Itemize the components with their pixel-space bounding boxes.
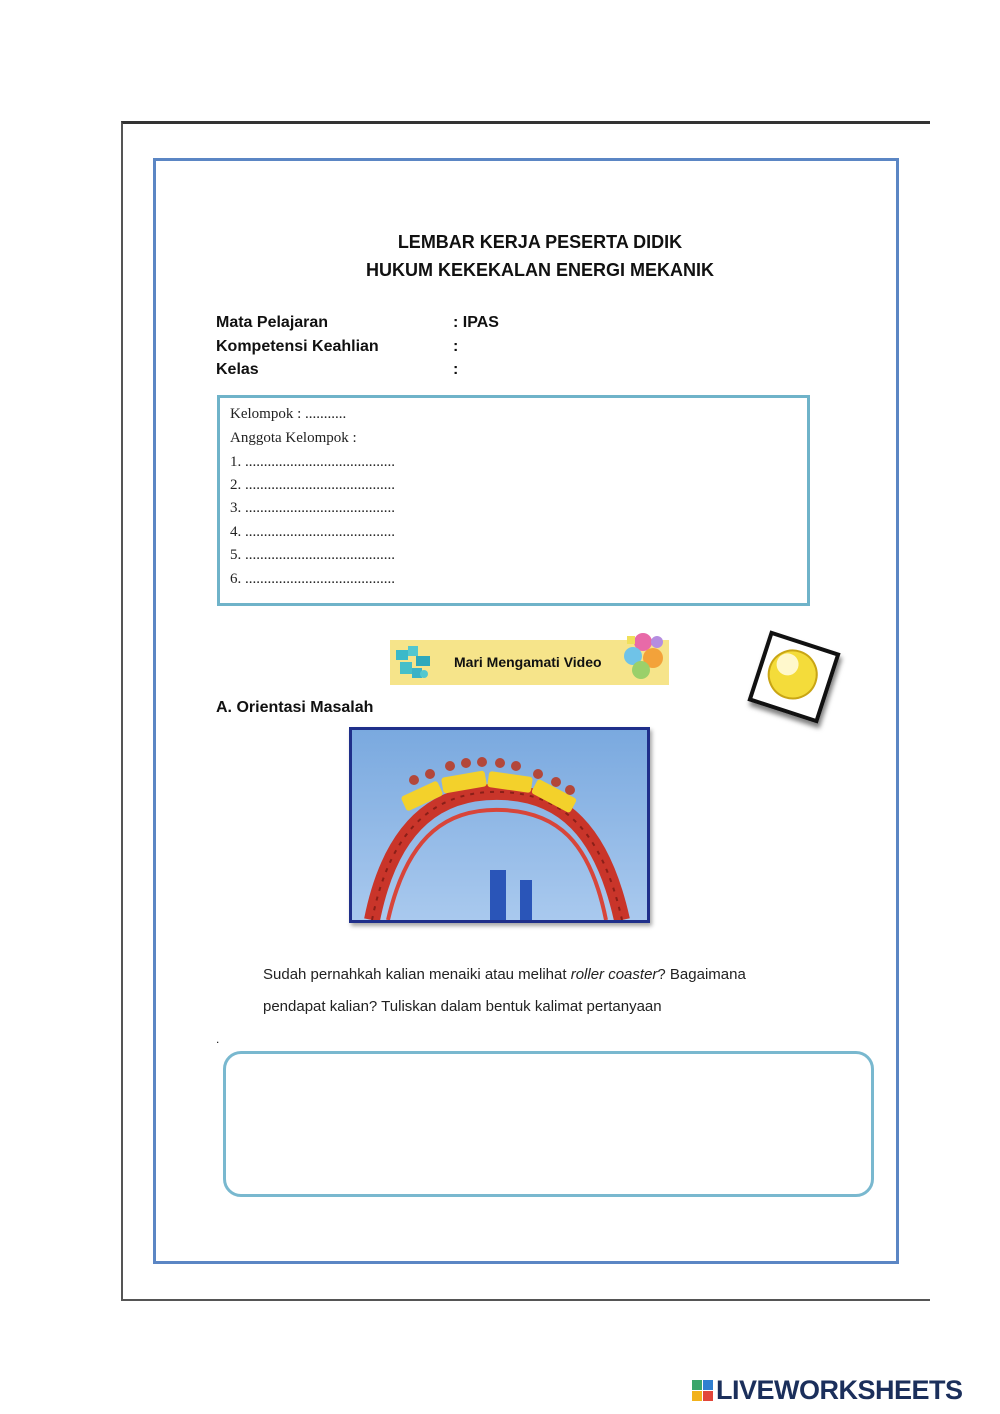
- roller-coaster-photo: [349, 727, 650, 923]
- banner-text: Mari Mengamati Video: [454, 654, 602, 670]
- group-members-label: Anggota Kelompok :: [230, 430, 357, 446]
- member-line: 6. ........................................: [230, 571, 395, 587]
- section-title: A. Orientasi Masalah: [216, 699, 374, 716]
- member-line: 4. ........................................: [230, 524, 395, 540]
- question-text: Sudah pernahkah kalian menaiki atau melihat: [263, 966, 571, 983]
- question-line-1: [263, 966, 746, 983]
- member-line: 3. ........................................: [230, 500, 395, 516]
- question-text: ? Bagaimana: [657, 966, 746, 983]
- worksheet-subtitle: HUKUM KEKEKALAN ENERGI MEKANIK: [365, 260, 714, 280]
- member-line: 1. ........................................: [230, 454, 395, 470]
- info-label: Kompetensi Keahlian: [216, 338, 379, 355]
- logo-text: LIVEWORKSHEETS: [716, 1375, 963, 1405]
- group-box: [217, 395, 810, 606]
- roller-coaster-illustration: [352, 730, 647, 920]
- info-label: Kelas: [216, 361, 259, 378]
- question-line-2: pendapat kalian? Tuliskan dalam bentuk kalimat pertanyaan: [263, 998, 662, 1015]
- member-line: 5. ........................................: [230, 547, 395, 563]
- puzzle-decoration-icon: [394, 644, 434, 682]
- logo-grid-icon: [692, 1380, 714, 1402]
- info-value: :: [453, 338, 459, 355]
- info-value: :: [453, 361, 459, 378]
- member-line: 2. ........................................: [230, 477, 395, 493]
- stray-dot: .: [216, 1032, 220, 1046]
- video-banner: [390, 640, 669, 685]
- info-value: : IPAS: [453, 314, 499, 331]
- info-label: Mata Pelajaran: [216, 314, 329, 331]
- worksheet-title: LEMBAR KERJA PESERTA DIDIK: [397, 232, 683, 252]
- badge-emblem: [761, 643, 824, 706]
- question-italic: roller coaster: [570, 966, 658, 983]
- group-name-line: Kelompok : ...........: [230, 406, 347, 422]
- answer-input-box[interactable]: [223, 1051, 874, 1197]
- sticker-collage-icon: [621, 630, 667, 682]
